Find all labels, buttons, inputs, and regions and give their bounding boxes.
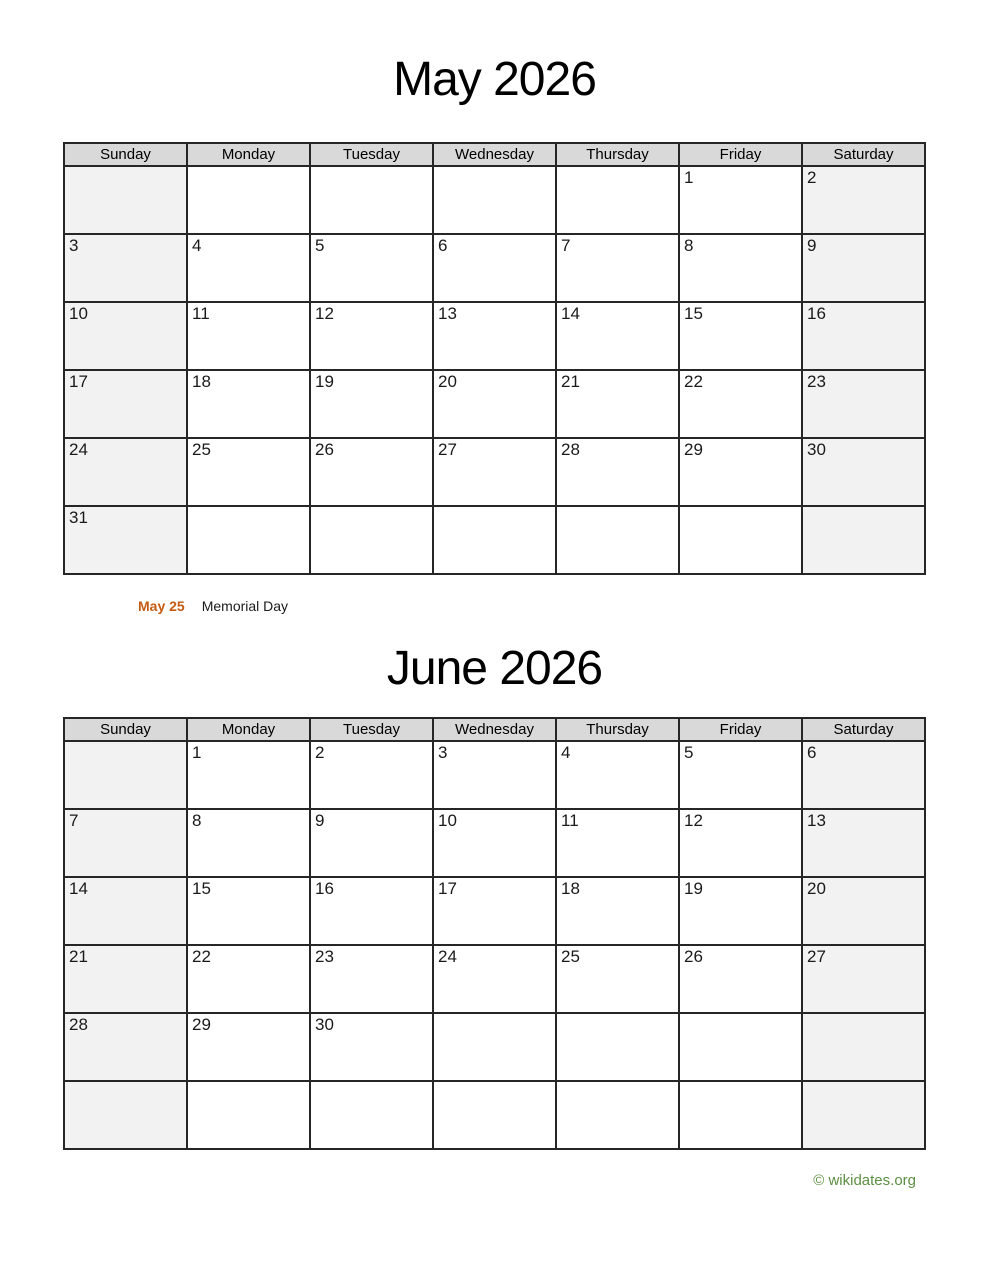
day-cell-14: 14 [64, 877, 187, 945]
day-cell-12: 12 [679, 809, 802, 877]
day-header-thursday: Thursday [556, 143, 679, 166]
day-cell-1: 1 [679, 166, 802, 234]
day-cell-22: 22 [187, 945, 310, 1013]
day-cell-5: 5 [679, 741, 802, 809]
day-cell-5: 5 [310, 234, 433, 302]
day-cell-19: 19 [679, 877, 802, 945]
day-cell-21: 21 [556, 370, 679, 438]
day-cell-empty [802, 506, 925, 574]
week-row [64, 1081, 925, 1149]
day-cell-empty [679, 1013, 802, 1081]
day-cell-7: 7 [64, 809, 187, 877]
page-footer [63, 1172, 926, 1189]
day-cell-26: 26 [310, 438, 433, 506]
day-cell-empty [802, 1081, 925, 1149]
day-cell-23: 23 [802, 370, 925, 438]
day-cell-11: 11 [187, 302, 310, 370]
day-cell-10: 10 [433, 809, 556, 877]
day-cell-9: 9 [310, 809, 433, 877]
day-cell-empty [433, 166, 556, 234]
day-cell-empty [679, 506, 802, 574]
calendar-table-may [63, 142, 926, 575]
day-cell-14: 14 [556, 302, 679, 370]
day-cell-empty [433, 1081, 556, 1149]
day-cell-27: 27 [433, 438, 556, 506]
day-cell-31: 31 [64, 506, 187, 574]
calendar-title-june: June 2026 [386, 641, 603, 695]
day-header-wednesday: Wednesday [433, 143, 556, 166]
calendar-table-june [63, 717, 926, 1150]
day-header-sunday: Sunday [64, 718, 187, 741]
day-cell-29: 29 [679, 438, 802, 506]
day-cell-22: 22 [679, 370, 802, 438]
day-cell-4: 4 [556, 741, 679, 809]
day-header-tuesday: Tuesday [310, 143, 433, 166]
day-cell-empty [64, 166, 187, 234]
week-row [64, 945, 925, 1013]
day-cell-empty [64, 741, 187, 809]
day-cell-empty [802, 1013, 925, 1081]
day-cell-15: 15 [187, 877, 310, 945]
day-cell-4: 4 [187, 234, 310, 302]
calendar-section-may [63, 54, 926, 575]
day-cell-18: 18 [556, 877, 679, 945]
day-cell-9: 9 [802, 234, 925, 302]
week-row [64, 234, 925, 302]
day-header-wednesday: Wednesday [433, 718, 556, 741]
copyright-text: © wikidates.org [813, 1171, 916, 1189]
day-header-tuesday: Tuesday [310, 718, 433, 741]
day-cell-20: 20 [433, 370, 556, 438]
day-cell-empty [64, 1081, 187, 1149]
day-header-friday: Friday [679, 143, 802, 166]
day-cell-6: 6 [802, 741, 925, 809]
week-row [64, 166, 925, 234]
holiday-date: May 25 [138, 597, 185, 614]
day-header-monday: Monday [187, 143, 310, 166]
week-row [64, 370, 925, 438]
day-cell-13: 13 [433, 302, 556, 370]
day-cell-21: 21 [64, 945, 187, 1013]
day-cell-17: 17 [64, 370, 187, 438]
day-header-thursday: Thursday [556, 718, 679, 741]
calendar-content [63, 54, 926, 1189]
day-cell-7: 7 [556, 234, 679, 302]
calendar-section-june [63, 643, 926, 1150]
day-cell-empty [679, 1081, 802, 1149]
day-cell-11: 11 [556, 809, 679, 877]
day-cell-24: 24 [64, 438, 187, 506]
week-row [64, 302, 925, 370]
day-cell-10: 10 [64, 302, 187, 370]
day-cell-2: 2 [310, 741, 433, 809]
day-header-friday: Friday [679, 718, 802, 741]
day-header-row [64, 143, 925, 166]
day-header-saturday: Saturday [802, 718, 925, 741]
day-cell-empty [556, 1081, 679, 1149]
day-cell-18: 18 [187, 370, 310, 438]
day-cell-empty [556, 166, 679, 234]
day-cell-25: 25 [556, 945, 679, 1013]
day-header-saturday: Saturday [802, 143, 925, 166]
day-cell-1: 1 [187, 741, 310, 809]
day-cell-16: 16 [310, 877, 433, 945]
week-row [64, 809, 925, 877]
day-cell-empty [556, 1013, 679, 1081]
day-cell-empty [187, 506, 310, 574]
day-cell-3: 3 [64, 234, 187, 302]
day-cell-12: 12 [310, 302, 433, 370]
day-cell-28: 28 [64, 1013, 187, 1081]
day-cell-2: 2 [802, 166, 925, 234]
day-cell-26: 26 [679, 945, 802, 1013]
week-row [64, 438, 925, 506]
day-cell-8: 8 [187, 809, 310, 877]
week-row [64, 1013, 925, 1081]
week-row [64, 506, 925, 574]
day-cell-23: 23 [310, 945, 433, 1013]
day-cell-29: 29 [187, 1013, 310, 1081]
day-cell-empty [310, 166, 433, 234]
holiday-note [138, 597, 926, 615]
day-header-sunday: Sunday [64, 143, 187, 166]
day-cell-17: 17 [433, 877, 556, 945]
day-header-row [64, 718, 925, 741]
day-cell-16: 16 [802, 302, 925, 370]
day-cell-28: 28 [556, 438, 679, 506]
day-cell-empty [433, 1013, 556, 1081]
day-cell-6: 6 [433, 234, 556, 302]
day-cell-30: 30 [310, 1013, 433, 1081]
week-row [64, 877, 925, 945]
week-row [64, 741, 925, 809]
day-cell-25: 25 [187, 438, 310, 506]
day-cell-19: 19 [310, 370, 433, 438]
day-header-monday: Monday [187, 718, 310, 741]
day-cell-13: 13 [802, 809, 925, 877]
holiday-name: Memorial Day [201, 597, 289, 614]
day-cell-3: 3 [433, 741, 556, 809]
day-cell-20: 20 [802, 877, 925, 945]
day-cell-30: 30 [802, 438, 925, 506]
day-cell-27: 27 [802, 945, 925, 1013]
day-cell-8: 8 [679, 234, 802, 302]
day-cell-empty [187, 166, 310, 234]
day-cell-empty [187, 1081, 310, 1149]
day-cell-15: 15 [679, 302, 802, 370]
calendar-title-may: May 2026 [393, 53, 596, 106]
day-cell-empty [310, 1081, 433, 1149]
day-cell-empty [310, 506, 433, 574]
day-cell-24: 24 [433, 945, 556, 1013]
day-cell-empty [556, 506, 679, 574]
day-cell-empty [433, 506, 556, 574]
